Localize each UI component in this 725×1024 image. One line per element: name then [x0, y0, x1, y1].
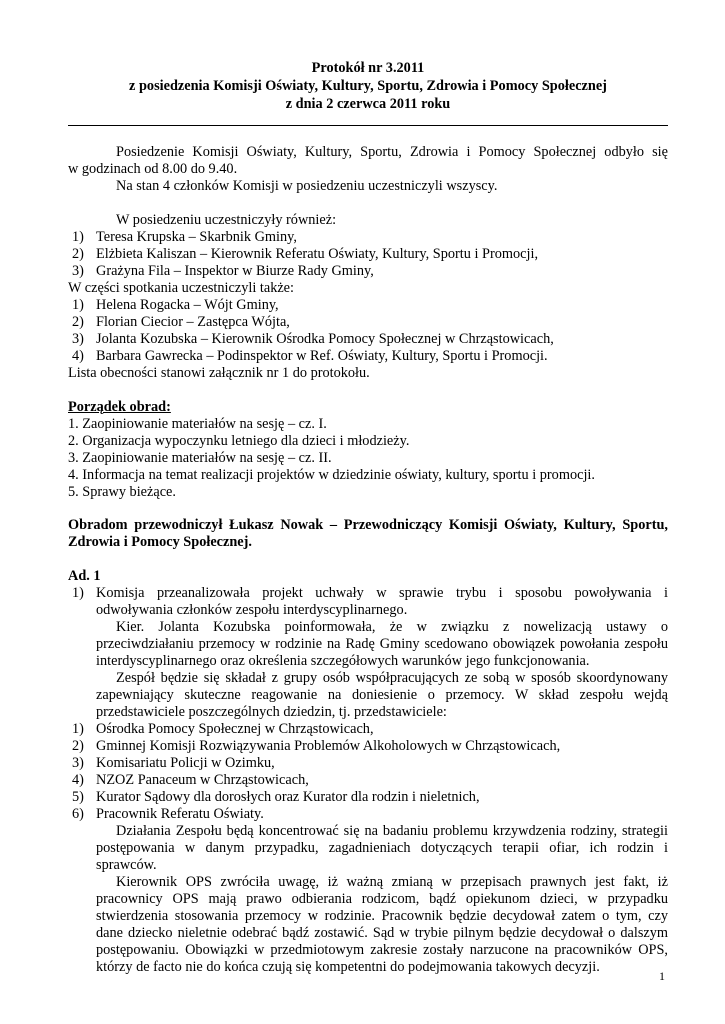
ad1-line: zapewniający skuteczne reagowanie na doniesienie o przemocy. W skład zespołu wejdą: [96, 687, 668, 703]
agenda-item: 2. Organizacja wypoczynku letniego dla dzieci i młodzieży.: [68, 433, 410, 449]
list-item: 2) Gminnej Komisji Rozwiązywania Problemów Alkoholowych w Chrząstowicach,: [72, 738, 561, 754]
ad1-line: sprawców.: [96, 857, 157, 873]
intro-line-2: w godzinach od 8.00 do 9.40.: [68, 161, 238, 177]
list-item: 4) Barbara Gawrecka – Podinspektor w Ref. Oświaty, Kultury, Sportu i Promocji.: [72, 348, 548, 364]
agenda-item: 4. Informacja na temat realizacji projektów w dziedzinie oświaty, kultury, sportu i promocji.: [68, 467, 595, 483]
ad1-line: Kier. Jolanta Kozubska poinformowała, że w związku z nowelizacją ustawy o: [116, 619, 668, 635]
ad1-line: dane dziecko nieletnie odebrać bądź zostawić. Sąd w trybie pilnym będzie decydował o dalszym: [96, 925, 668, 941]
ad1-line: odwoływania członków zespołu interdyscyplinarnego.: [96, 602, 408, 618]
ad1-line: postępowania w danym przypadku, zagadnieniach dotyczących terapii ofiar, ich rodzin i: [96, 840, 668, 856]
ad1-line: którzy de facto nie do końca czują się kompetentni do podejmowania takowych decyzji.: [96, 959, 600, 975]
protocol-title: Protokół nr 3.2011: [311, 60, 425, 76]
list-item: 6) Pracownik Referatu Oświaty.: [72, 806, 264, 822]
list-item: 2) Florian Ciecior – Zastępca Wójta,: [72, 314, 290, 330]
ad1-line: Komisja przeanalizowała projekt uchwały w sprawie trybu i sposobu powoływania i: [96, 585, 668, 601]
header-divider: [68, 125, 668, 126]
attendance-list-note: Lista obecności stanowi załącznik nr 1 do protokołu.: [68, 365, 370, 381]
list-item: 4) NZOZ Panaceum w Chrząstowicach,: [72, 772, 309, 788]
attendees-label: W posiedzeniu uczestniczyły również:: [116, 212, 337, 228]
list-item: 3) Jolanta Kozubska – Kierownik Ośrodka Pomocy Społecznej w Chrząstowicach,: [72, 331, 554, 347]
agenda-item: 3. Zaopiniowanie materiałów na sesję – cz. II.: [68, 450, 332, 466]
ad1-line: interdyscyplinarnego oraz określenia szczegółowych warunków jego funkcjonowania.: [96, 653, 590, 669]
chairperson-line-1: Obradom przewodniczył Łukasz Nowak – Przewodniczący Komisji Oświaty, Kultury, Sportu,: [68, 517, 668, 533]
ad1-line: stwierdzenia stosowania przemocy w rodzinie. Pracownik będzie decydował zatem o tym, czy: [96, 908, 668, 924]
ad1-line: Kierownik OPS zwróciła uwagę, iż ważną zmianą w przepisach prawnych jest fakt, iż: [116, 874, 668, 890]
intro-line-1: Posiedzenie Komisji Oświaty, Kultury, Sportu, Zdrowia i Pomocy Społecznej odbyło się: [116, 144, 668, 160]
agenda-item: 5. Sprawy bieżące.: [68, 484, 176, 500]
ad1-item-number: 1): [72, 585, 84, 601]
protocol-date: z dnia 2 czerwca 2011 roku: [285, 96, 451, 112]
list-item: 3) Grażyna Fila – Inspektor w Biurze Rady Gminy,: [72, 263, 374, 279]
ad1-line: przedstawiciele poszczególnych dziedzin, tj. przedstawiciele:: [96, 704, 447, 720]
chairperson-line-2: Zdrowia i Pomocy Społecznej.: [68, 534, 252, 550]
page-number: 1: [659, 969, 665, 983]
partial-attendees-label: W części spotkania uczestniczyli także:: [68, 280, 294, 296]
list-item: 2) Elżbieta Kaliszan – Kierownik Referatu Oświaty, Kultury, Sportu i Promocji,: [72, 246, 539, 262]
ad1-heading: Ad. 1: [68, 568, 101, 584]
list-item: 5) Kurator Sądowy dla dorosłych oraz Kurator dla rodzin i nieletnich,: [72, 789, 480, 805]
intro-line-3: Na stan 4 członków Komisji w posiedzeniu uczestniczyli wszyscy.: [116, 178, 498, 194]
agenda-title: Porządek obrad:: [68, 399, 171, 415]
ad1-line: Działania Zespołu będą koncentrować się na badaniu problemu krzywdzenia rodziny, strategii: [116, 823, 668, 839]
ad1-line: przeciwdziałaniu przemocy w rodzinie na Radę Gminy scedowano obowiązek powołania zespołu: [96, 636, 668, 652]
list-item: 1) Teresa Krupska – Skarbnik Gminy,: [72, 229, 297, 245]
list-item: 1) Helena Rogacka – Wójt Gminy,: [72, 297, 279, 313]
agenda-item: 1. Zaopiniowanie materiałów na sesję – cz. I.: [68, 416, 327, 432]
ad1-line: postępowaniu. Obowiązki w przedmiotowym zakresie zostały narzucone na pracowników OPS,: [96, 942, 668, 958]
protocol-subtitle: z posiedzenia Komisji Oświaty, Kultury, Sportu, Zdrowia i Pomocy Społecznej: [129, 78, 607, 94]
list-item: 1) Ośrodka Pomocy Społecznej w Chrząstowicach,: [72, 721, 374, 737]
ad1-line: pracownicy OPS mają prawo odbierania rodzicom, bądź opiekunom dzieci, w przypadku: [96, 891, 668, 907]
ad1-line: Zespół będzie się składał z grupy osób współpracujących ze sobą w sposób skoordynowany: [116, 670, 668, 686]
list-item: 3) Komisariatu Policji w Ozimku,: [72, 755, 275, 771]
